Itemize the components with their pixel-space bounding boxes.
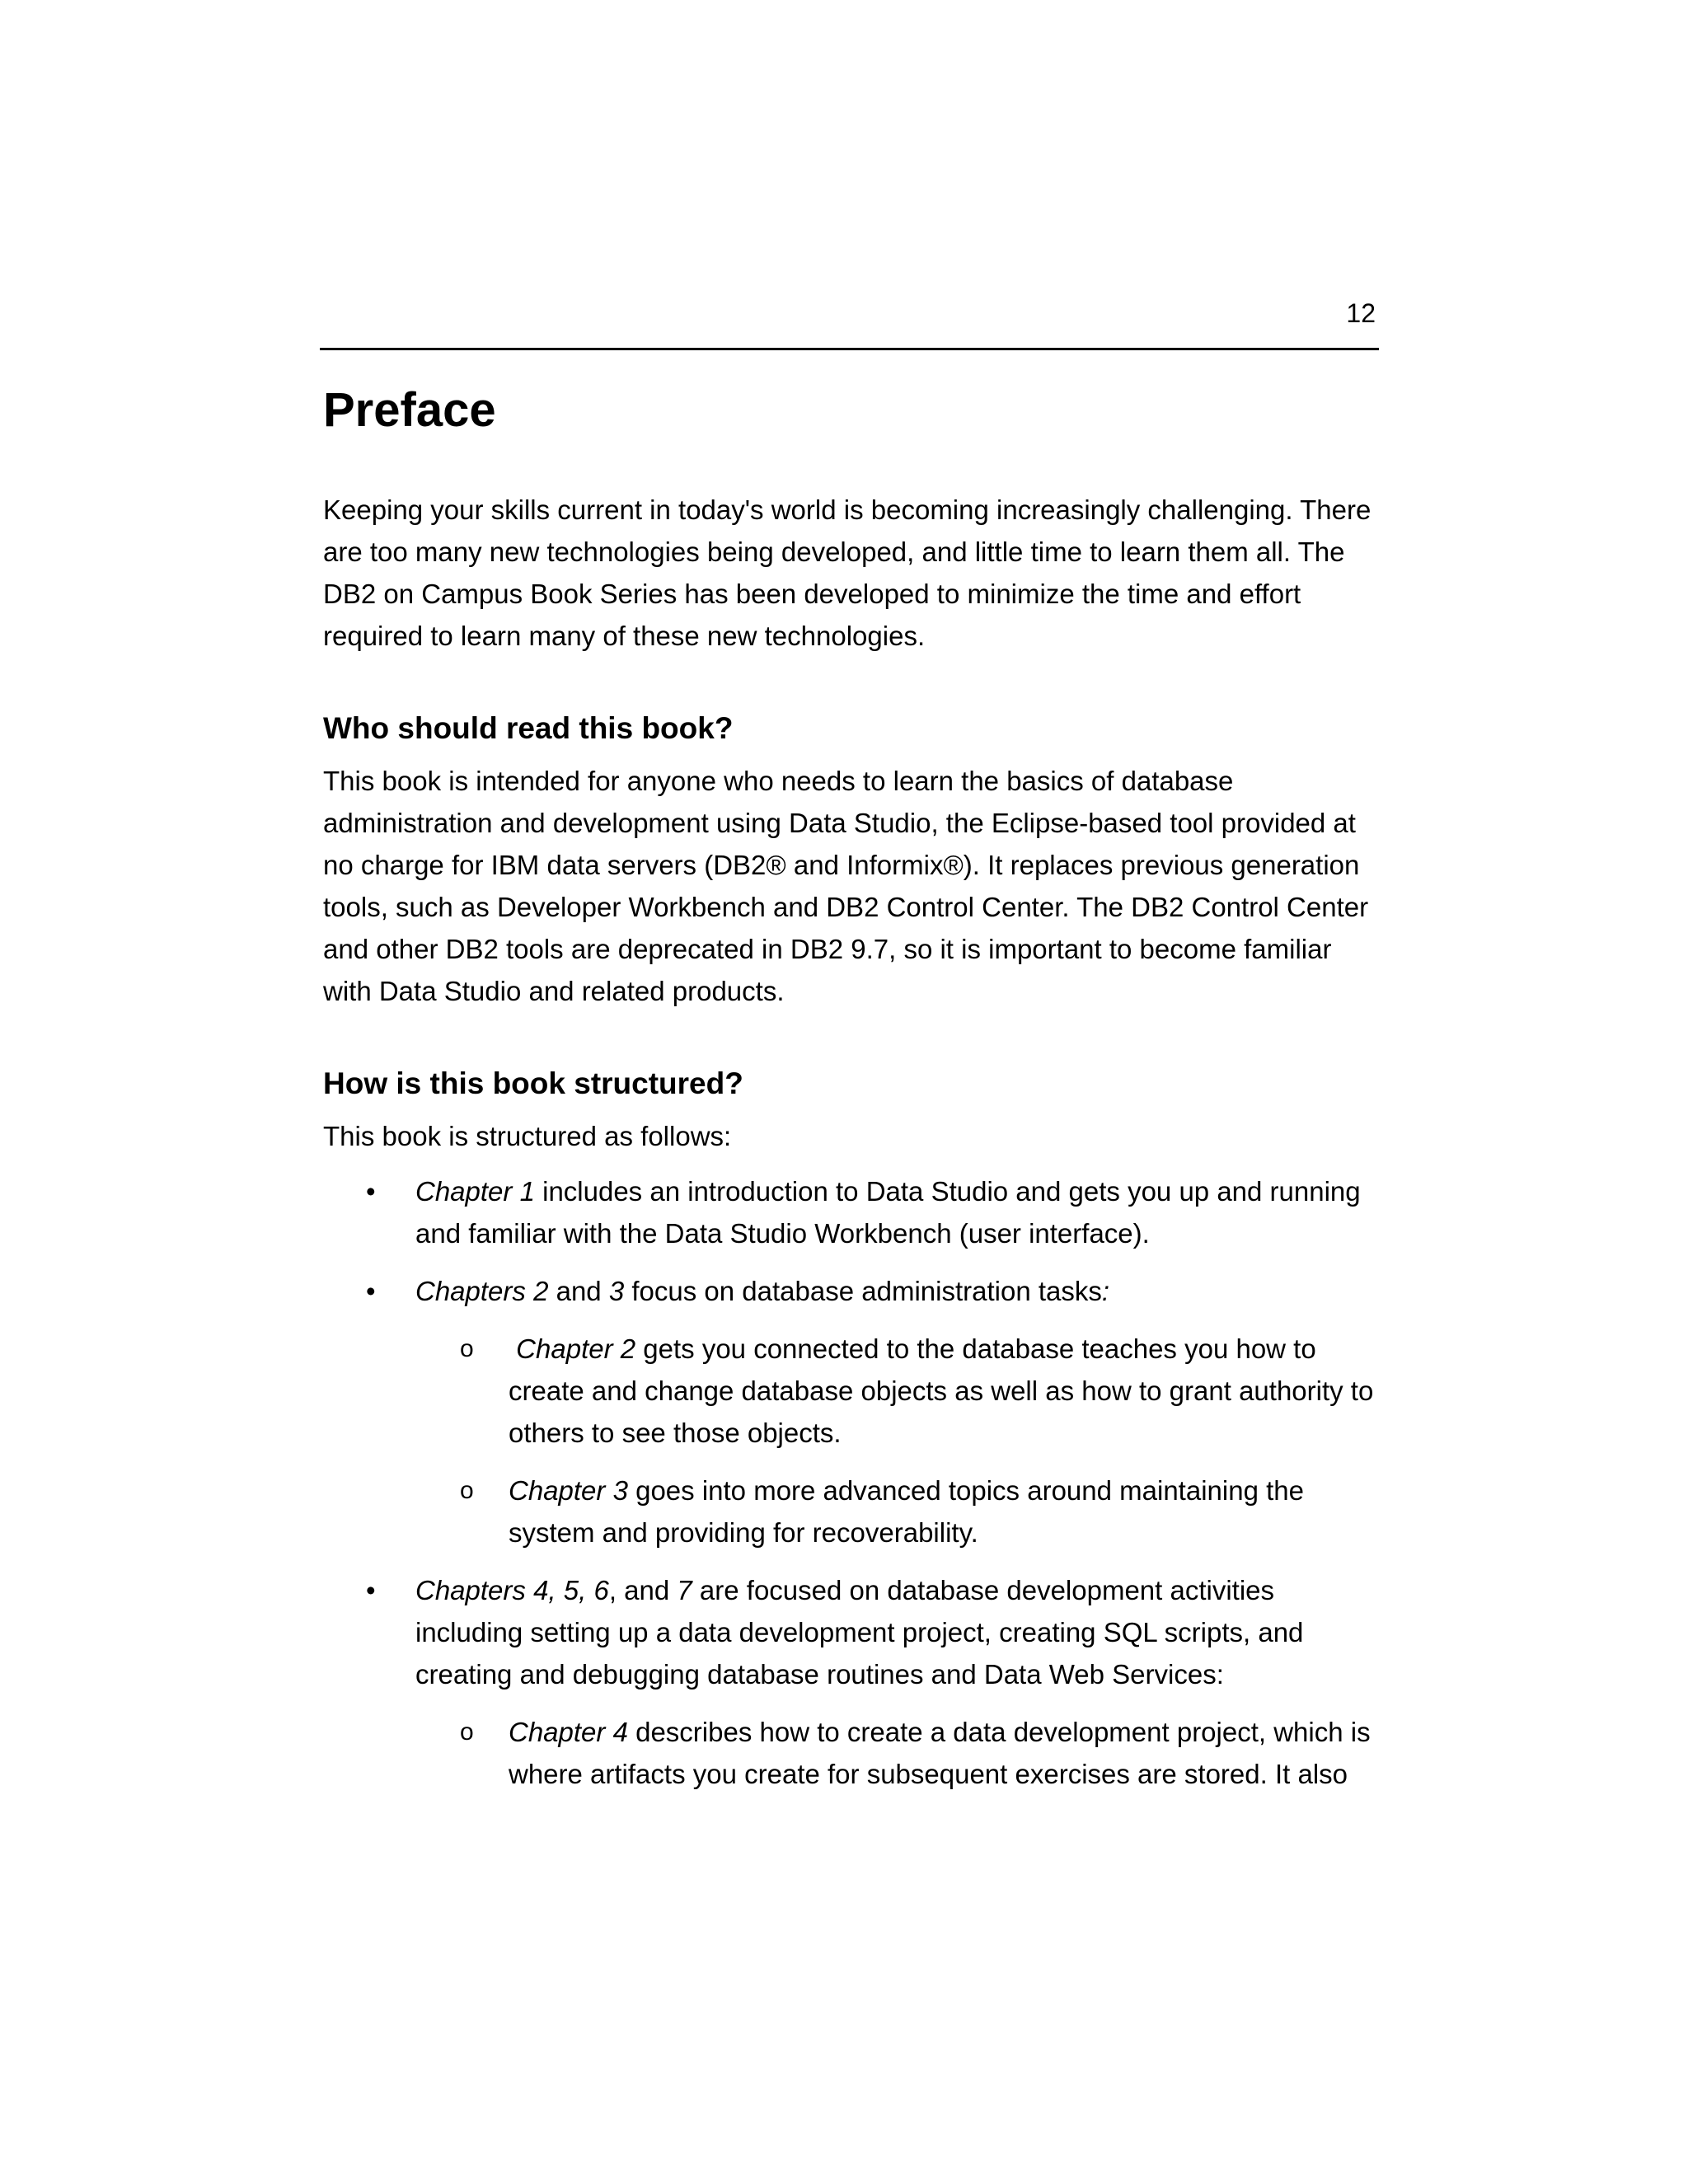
- list-item: [320, 1569, 1379, 1795]
- chapter-ref: Chapters 4, 5, 6: [415, 1575, 609, 1605]
- intro-paragraph: Keeping your skills current in today's world is becoming increasingly challenging. There are too many new technologies being developed, and little time to learn them all. The DB2 on Campus Book Series has been developed to minimize the time and effort required to learn many of these new technologies.: [323, 494, 1372, 651]
- chapter-ref: Chapter 2: [516, 1333, 636, 1364]
- sub-list-item-text: describes how to create a data development project, which is where artifacts you create for subsequent exercises are stored. It also: [509, 1717, 1371, 1789]
- sub-list-item-text: gets you connected to the database teaches you how to create and change database objects as well as how to grant authority to others to see those objects.: [509, 1333, 1374, 1448]
- hollow-bullet-icon: o: [460, 1477, 474, 1504]
- header-rule: [320, 348, 1379, 350]
- chapter-ref: Chapter 3: [509, 1475, 628, 1506]
- who-paragraph: This book is intended for anyone who needs to learn the basics of database administration and development using Data Studio, the Eclipse-based tool provided at no charge for IBM data servers (DB2® and Informix®). It replaces previous generation tools, such as Developer Workbench and DB2 Control Center. The DB2 Control Center and other DB2 tools are deprecated in DB2 9.7, so it is important to become familiar with Data Studio and related products.: [323, 766, 1369, 1006]
- chapter-ref: Chapters 2: [415, 1276, 549, 1306]
- bullet-icon: •: [366, 1176, 376, 1207]
- page-number: 12: [1346, 298, 1376, 328]
- chapter-list: [320, 1170, 1379, 1795]
- page-title: Preface: [323, 383, 496, 437]
- list-item-text: includes an introduction to Data Studio and gets you up and running and familiar with the Data Studio Workbench (user interface).: [415, 1176, 1361, 1249]
- sub-list-item: [320, 1328, 1379, 1454]
- sub-list-item: [320, 1711, 1379, 1795]
- sub-list: [415, 1711, 1379, 1795]
- document-page: [320, 297, 1379, 1811]
- bullet-icon: •: [366, 1276, 376, 1306]
- chapter-ref: Chapter 1: [415, 1176, 535, 1207]
- sub-list-item: [320, 1469, 1379, 1554]
- list-item-colon: :: [1101, 1276, 1110, 1306]
- hollow-bullet-icon: o: [460, 1718, 474, 1746]
- structure-heading: How is this book structured?: [323, 1066, 743, 1100]
- sub-list: [415, 1328, 1379, 1554]
- list-item: [320, 1170, 1379, 1254]
- hollow-bullet-icon: o: [460, 1335, 474, 1362]
- who-heading: Who should read this book?: [323, 711, 734, 745]
- sub-list-item-text: goes into more advanced topics around maintaining the system and providing for recoverability.: [509, 1475, 1304, 1548]
- list-item-connector: and: [548, 1276, 609, 1306]
- list-item: [320, 1270, 1379, 1554]
- bullet-icon: •: [366, 1575, 376, 1605]
- chapter-ref: 7: [677, 1575, 692, 1605]
- structure-lead: This book is structured as follows:: [323, 1121, 732, 1151]
- list-item-connector: , and: [608, 1575, 678, 1605]
- list-item-text: focus on database administration tasks: [624, 1276, 1102, 1306]
- chapter-ref: 3: [608, 1276, 625, 1306]
- list-item-text: are focused on database development activities including setting up a data development project, creating SQL scripts, and creating and debugging database routines and Data Web Services:: [415, 1575, 1304, 1690]
- chapter-ref: Chapter 4: [509, 1717, 628, 1747]
